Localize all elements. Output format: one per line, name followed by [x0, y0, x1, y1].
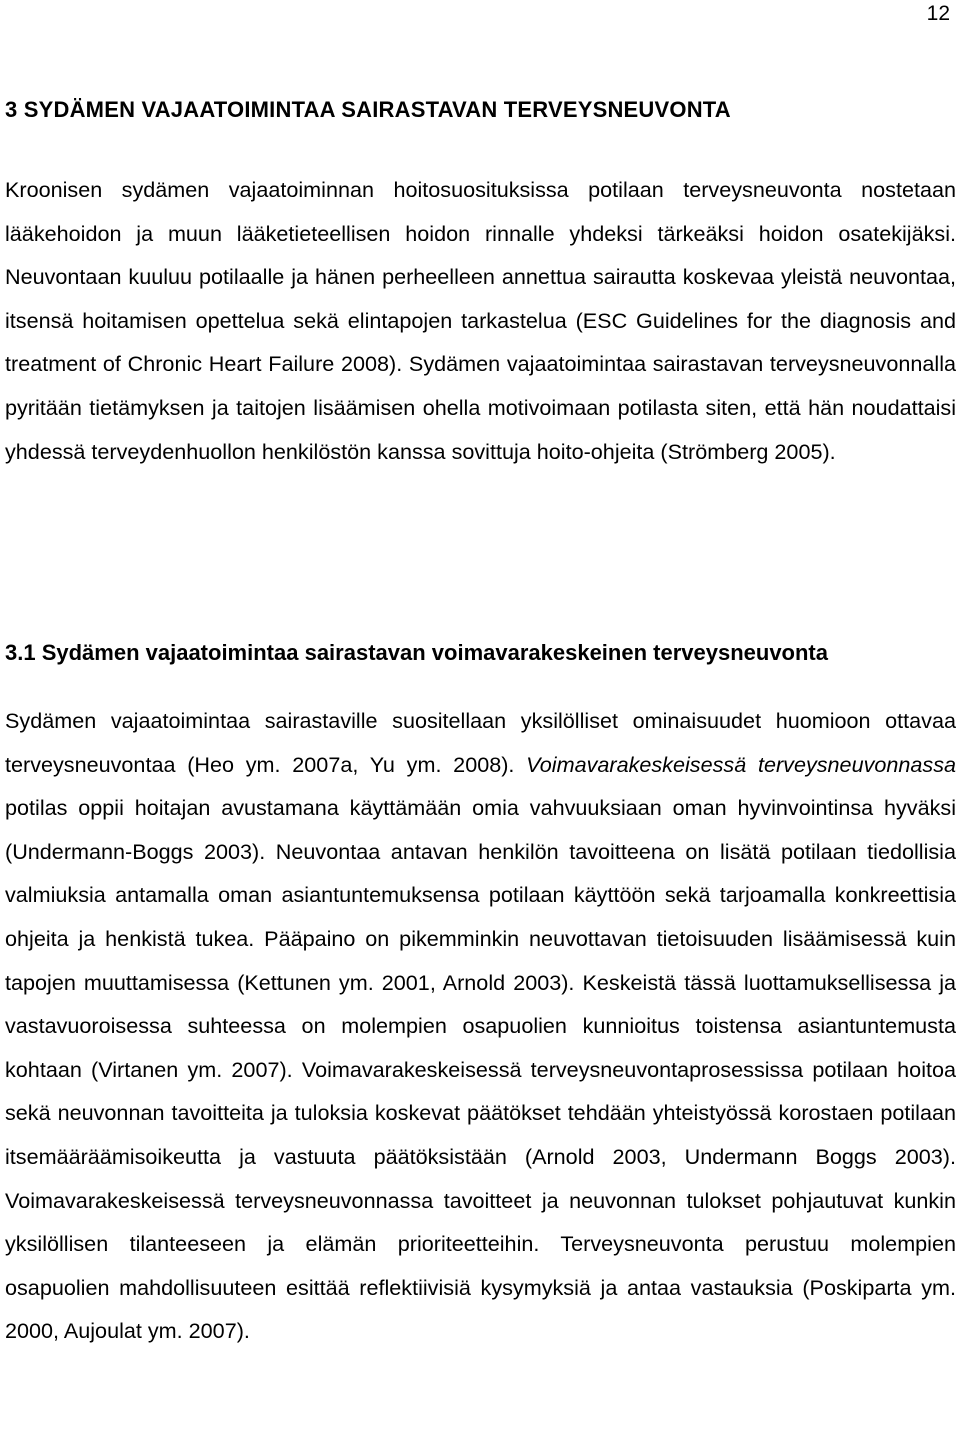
- section-paragraph: [5, 168, 956, 473]
- subsection-heading: 3.1 Sydämen vajaatoimintaa sairastavan voimavarakeskeinen terveysneuvonta: [5, 640, 828, 665]
- paragraph-sentence: Terveysneuvonta perustuu molempien osapuolien mahdollisuuteen esittää reflektiivisiä kysymyksiä ja antaa vastauksia (Poskiparta ym. 2000, Aujoulat ym. 2007).: [5, 1231, 957, 1344]
- italic-term: Voimavarakeskeisessä terveysneuvonnassa: [526, 751, 957, 777]
- section-heading: 3 SYDÄMEN VAJAATOIMINTAA SAIRASTAVAN TERVEYSNEUVONTA: [5, 97, 731, 122]
- paragraph-sentence: Sydämen vajaatoimintaa sairastavan terveysneuvonnalla pyritään tietämyksen ja taitojen lisäämisen ohella motivoimaan potilasta siten, että hän noudattaisi yhdessä terveydenhuollon henkilöstön kanssa sovittuja hoito-ohjeita (Strömberg 2005).: [5, 351, 956, 464]
- paragraph-sentence: Neuvontaa antavan henkilön tavoitteena on lisätä potilaan tiedollisia valmiuksia antamalla oman asiantuntemuksensa potilaan käyttöön sekä tarjoamalla konkreettisia ohjeita ja henkistä tukea.: [5, 838, 956, 951]
- paragraph-sentence: Neuvontaan kuuluu potilaalle ja hänen perheelleen annettua sairautta koskevaa yleistä neuvontaa, itsensä hoitamisen opettelua sekä elintapojen tarkastelua (ESC Guidelines for the diagnosis and treatment of Chronic Heart Failure 2008).: [5, 264, 956, 377]
- subsection-paragraph: [5, 699, 956, 1353]
- paragraph-sentence: potilas oppii hoitajan avustamana käyttämään omia vahvuuksiaan oman hyvinvointinsa hyväksi (Undermann-Boggs 2003).: [5, 795, 956, 864]
- paragraph-sentence: Sydämen vajaatoimintaa sairastaville suositellaan yksilölliset ominaisuudet huomioon ottavaa terveysneuvontaa (Heo ym. 2007a, Yu ym. 2008).: [5, 708, 956, 777]
- paragraph-sentence: Voimavarakeskeisessä terveysneuvonnassa tavoitteet ja neuvonnan tulokset pohjautuvat kunkin yksilöllisen tilanteeseen ja elämän prioriteetteihin.: [5, 1187, 956, 1257]
- paragraph-sentence: Pääpaino on pikemminkin neuvottavan tietoisuuden lisäämisessä kuin tapojen muuttamisessa (Kettunen ym. 2001, Arnold 2003).: [5, 925, 956, 995]
- paragraph-sentence: Keskeistä tässä luottamuksellisessa ja vastavuoroisessa suhteessa on molempien osapuolien kunnioitus toistensa asiantuntemusta kohtaan (Virtanen ym. 2007).: [5, 969, 957, 1082]
- page-number: 12: [926, 2, 950, 25]
- paragraph-sentence: Voimavarakeskeisessä terveysneuvontaprosessissa potilaan hoitoa sekä neuvonnan tavoitteita ja tuloksia koskevat päätökset tehdään yhteistyössä korostaen potilaan itsemääräämisoikeutta ja vastuuta päätöksistään (Arnold 2003, Undermann Boggs 2003).: [5, 1056, 957, 1169]
- paragraph-sentence: Kroonisen sydämen vajaatoiminnan hoitosuosituksissa potilaan terveysneuvonta nostetaan lääkehoidon ja muun lääketieteellisen hoidon rinnalle yhdeksi tärkeäksi hoidon osatekijäksi.: [5, 177, 956, 246]
